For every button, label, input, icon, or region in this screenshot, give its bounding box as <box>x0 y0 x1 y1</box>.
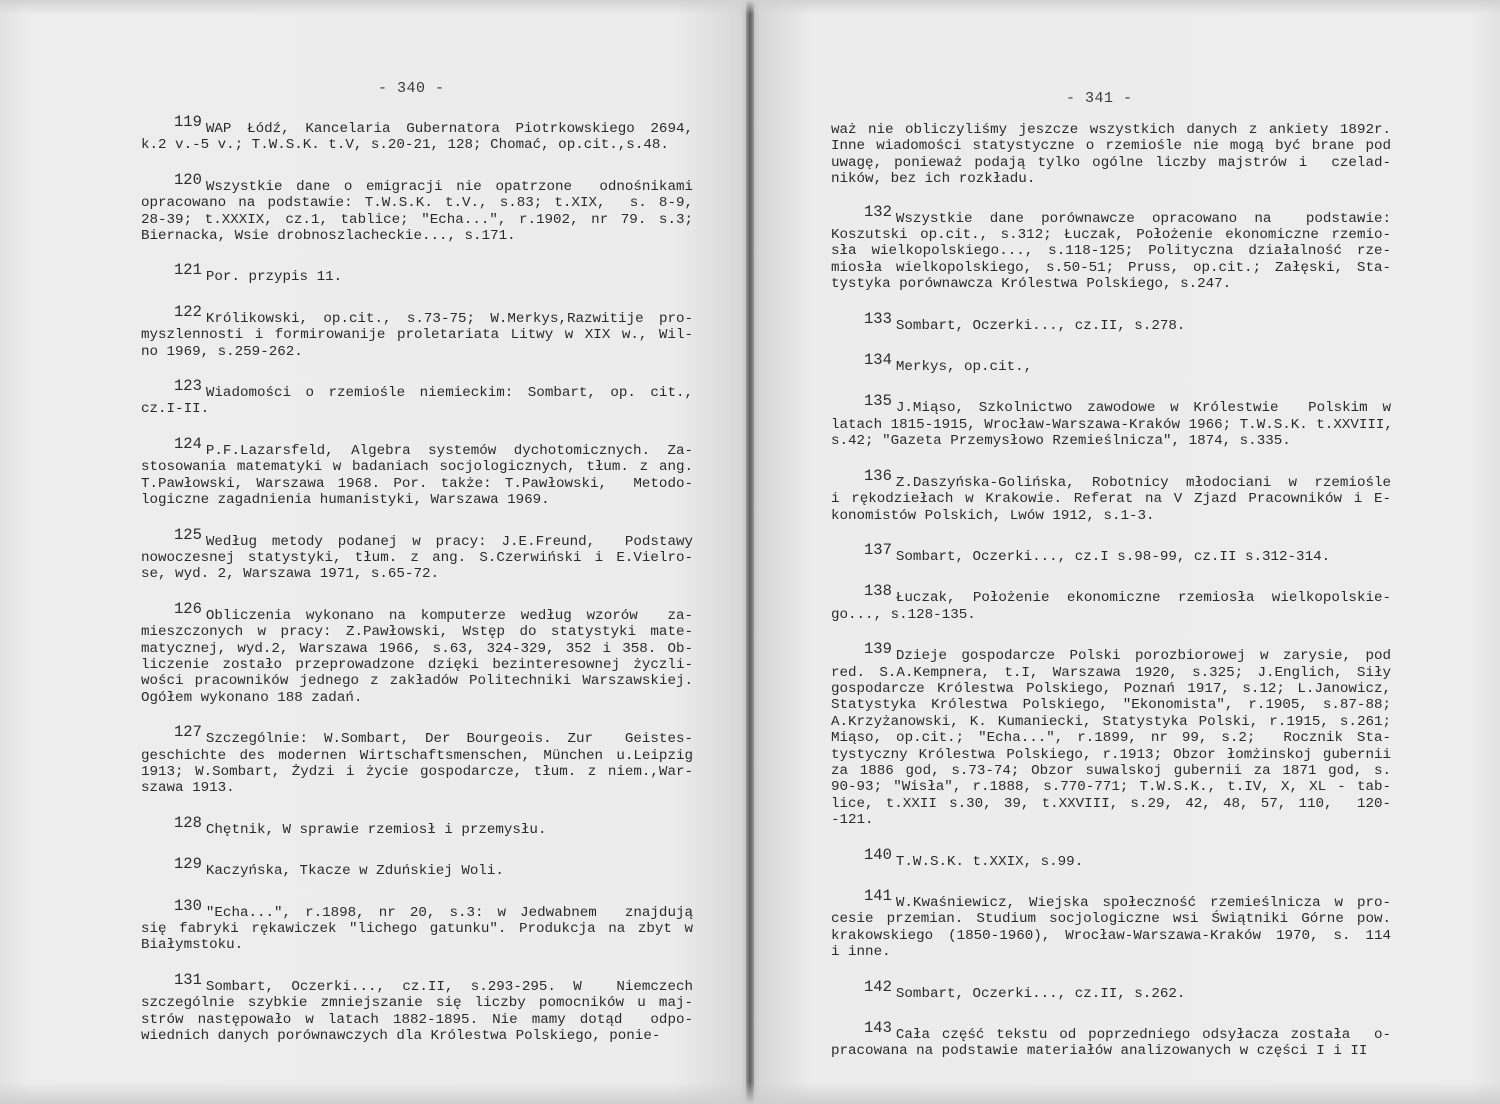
footnote-line: T.Pawłowski, Warszawa 1968. Por. także: T.Pawłowski, Metodo- <box>141 475 693 492</box>
footnote-first-line <box>141 898 693 921</box>
footnote-text: Chętnik, W sprawie rzemiosł i przemysłu. <box>205 821 547 838</box>
footnote <box>141 114 693 154</box>
footnote-number: 135 <box>864 392 892 411</box>
footnote-first-line <box>141 815 693 838</box>
footnote-text: P.F.Lazarsfeld, Algebra systemów dychotomicznych. Za- <box>205 442 693 459</box>
footnote <box>141 436 693 509</box>
footnote-line: 90-93; "Wisła", r.1888, s.770-771; T.W.S.K., t.IV, X, XL - tab- <box>831 779 1391 796</box>
footnote-number: 140 <box>864 845 892 864</box>
footnote-line: Ogółem wykonano 188 zadań. <box>141 689 363 706</box>
footnote-text: WAP Łódź, Kancelaria Gubernatora Piotrkowskiego 2694, <box>205 121 693 137</box>
footnote-line: cesie przemian. Studium socjologiczne wsi Świątniki Górne pow. <box>831 911 1391 928</box>
footnote-line: A.Krzyżanowski, K. Kumaniecki, Statystyka Polski, r.1915, s.261; <box>831 713 1391 730</box>
footnote-first-line <box>141 436 693 459</box>
footnote-text: J.Miąso, Szkolnictwo zawodowe w Królestwie Polskim w <box>895 400 1391 417</box>
footnote-first-line <box>831 352 1391 375</box>
footnote-line: miosła wielkopolskiego, s.50-51; Pruss, op.cit.; Załęski, Sta- <box>831 259 1391 276</box>
footnote-line: waż nie obliczyliśmy jeszcze wszystkich danych z ankiety 1892r. <box>831 122 1391 138</box>
footnote-text: Królikowski, op.cit., s.73-75; W.Merkys,Razwitije pro- <box>205 310 693 327</box>
footnotes-column <box>831 122 1391 1078</box>
footnote-line: uwagę, ponieważ podają tylko ogólne liczby majstrów i czelad- <box>831 154 1391 171</box>
footnote <box>831 583 1391 623</box>
footnote-number: 132 <box>864 202 892 221</box>
footnote-line: tystyka porównawcza Królestwa Polskiego, s.247. <box>831 276 1232 293</box>
footnote-text: Sombart, Oczerki..., cz.I s.98-99, cz.II s.312-314. <box>895 548 1331 565</box>
footnote-line: krakowskiego (1850-1960), Wrocław-Warszawa-Kraków 1970, s. 114 <box>831 927 1391 944</box>
footnote-line: liczenie zostało przeprowadzone dzięki bezinteresownej życzli- <box>141 656 693 673</box>
footnote-line: geschichte des modernen Wirtschaftsmenschen, München u.Leipzig <box>141 747 693 764</box>
footnote-first-line <box>141 724 693 747</box>
footnote-line: Białymstoku. <box>141 937 244 954</box>
footnote-text: T.W.S.K. t.XXIX, s.99. <box>895 853 1084 870</box>
footnote-line: szczególnie szybkie zmniejszanie się liczby pomocników u maj- <box>141 995 693 1012</box>
footnote-text: Dzieje gospodarcze Polski porozbiorowej w zarysie, pod <box>895 648 1391 665</box>
footnote-number: 121 <box>174 261 202 280</box>
footnote-text: Por. przypis 11. <box>205 269 343 286</box>
footnote-line: se, wyd. 2, Warszawa 1971, s.65-72. <box>141 566 439 583</box>
left-page <box>0 0 748 1104</box>
footnote-continuation <box>831 122 1391 188</box>
footnote-text: Sombart, Oczerki..., cz.II, s.262. <box>895 985 1186 1002</box>
footnote-line: stosowania matematyki w badaniach socjologicznych, tłum. z ang. <box>141 459 693 476</box>
footnote-line: latach 1815-1915, Wrocław-Warszawa-Kraków 1966; T.W.S.K. t.XXVIII, <box>831 416 1393 433</box>
footnote <box>831 1020 1391 1060</box>
footnote-line: i inne. <box>831 944 891 961</box>
footnote-text: Cała część tekstu od poprzedniego odsyłacza została o- <box>895 1027 1391 1044</box>
footnote-first-line <box>141 856 693 879</box>
footnote-number: 143 <box>864 1019 892 1038</box>
footnote-text: Wszystkie dane o emigracji nie opatrzone odnośnikami <box>205 178 693 195</box>
footnote-line: matycznej, wyd.2, Warszawa 1966, s.63, 324-329, 352 i 358. Ob- <box>141 640 693 657</box>
footnote-number: 124 <box>174 434 202 453</box>
footnote-line: Koszutski op.cit., s.312; Łuczak, Położenie ekonomiczne rzemio- <box>831 227 1391 244</box>
footnote-line: lice, t.XXII s.30, 39, t.XXVIII, s.29, 42, 48, 57, 110, 120- <box>831 795 1391 812</box>
footnote-text: Według metody podanej w pracy: J.E.Freund, Podstawy <box>205 533 693 550</box>
footnote-text: Wiadomości o rzemiośle niemieckim: Sombart, op. cit., <box>205 385 693 402</box>
footnote <box>831 542 1391 565</box>
footnote-first-line <box>831 888 1391 911</box>
footnote <box>831 352 1391 375</box>
footnote-first-line <box>831 979 1391 1002</box>
footnote-number: 139 <box>864 640 892 659</box>
footnote <box>141 601 693 706</box>
footnote-number: 126 <box>174 599 202 618</box>
footnote-line: Statystyka Królestwa Polskiego, "Ekonomista", r.1905, s.87-88; <box>831 697 1391 714</box>
footnote <box>141 262 693 285</box>
footnote-number: 136 <box>864 466 892 485</box>
footnote <box>141 527 693 583</box>
footnote-number: 131 <box>174 970 202 989</box>
footnote-text: Szczególnie: W.Sombart, Der Bourgeois. Zur Geistes- <box>205 731 693 748</box>
footnote-first-line <box>141 172 693 195</box>
footnote-line: strów następowało w latach 1882-1895. Nie mamy dotąd odpo- <box>141 1011 693 1028</box>
footnote-first-line <box>831 393 1391 416</box>
footnote-first-line <box>141 304 693 327</box>
footnote-line: k.2 v.-5 v.; T.W.S.K. t.V, s.20-21, 128; Chomać, op.cit.,s.48. <box>141 137 669 154</box>
footnote-first-line <box>831 542 1391 565</box>
footnote-text: Sombart, Oczerki..., cz.II, s.293-295. W Niemczech <box>205 978 693 995</box>
footnote-text: W.Kwaśniewicz, Wiejska społeczność rzemieślnicza w pro- <box>895 895 1391 911</box>
footnote-number: 137 <box>864 540 892 559</box>
footnote-first-line <box>141 262 693 285</box>
footnote-line: red. S.A.Kempnera, t.I, Warszawa 1920, s.325; J.Englich, Siły <box>831 664 1391 681</box>
footnote-line: opracowano na podstawie: T.W.S.K. t.V., s.83; t.XIX, s. 8-9, <box>141 195 693 212</box>
footnote <box>141 972 693 1045</box>
footnote <box>141 304 693 360</box>
footnote-text: Łuczak, Położenie ekonomiczne rzemiosła wielkopolskie- <box>895 590 1391 607</box>
right-page <box>752 0 1500 1104</box>
footnote-number: 122 <box>174 302 202 321</box>
footnote-line: 28-39; t.XXXIX, cz.1, tablice; "Echa...", r.1902, nr 79. s.3; <box>141 211 693 228</box>
footnote-first-line <box>831 311 1391 334</box>
footnote-first-line <box>141 972 693 995</box>
footnote-number: 123 <box>174 377 202 396</box>
footnote-number: 141 <box>864 887 892 905</box>
footnote-number: 138 <box>864 582 892 601</box>
footnote <box>141 815 693 838</box>
footnote-line: no 1969, s.259-262. <box>141 343 303 360</box>
footnote-number: 142 <box>864 977 892 996</box>
footnote-text: Z.Daszyńska-Golińska, Robotnicy młodociani w rzemiośle <box>895 474 1391 491</box>
footnote <box>831 641 1391 828</box>
footnote-text: Sombart, Oczerki..., cz.II, s.278. <box>895 317 1186 334</box>
footnote <box>831 204 1391 293</box>
footnote-line: pracowana na podstawie materiałów analizowanych w części I i II <box>831 1043 1368 1060</box>
footnote-first-line <box>831 1020 1391 1043</box>
footnote-line: cz.I-II. <box>141 401 210 418</box>
footnote-line: s.42; "Gazeta Przemysłowo Rzemieślnicza", 1874, s.335. <box>831 433 1291 450</box>
page-number: - 341 - <box>1066 90 1133 107</box>
footnote-text: Wszystkie dane porównawcze opracowano na podstawie: <box>895 210 1391 227</box>
footnote-number: 120 <box>174 170 202 189</box>
book-gutter <box>746 0 754 1104</box>
footnote-first-line <box>831 204 1391 227</box>
footnote-number: 130 <box>174 896 202 915</box>
footnote-line: myszlennosti i formirowanije proletariata Litwy w XIX w., Wil- <box>141 327 693 344</box>
footnote-number: 119 <box>174 113 202 131</box>
footnote <box>831 311 1391 334</box>
footnote-text: Merkys, op.cit., <box>895 359 1033 376</box>
footnote <box>141 856 693 879</box>
footnote-text: "Echa...", r.1898, nr 20, s.3: w Jedwabnem znajdują <box>205 904 693 921</box>
footnote-number: 125 <box>174 525 202 544</box>
footnote <box>831 393 1391 449</box>
footnote-line: konomistów Polskich, Lwów 1912, s.1-3. <box>831 507 1155 524</box>
footnote <box>831 888 1391 961</box>
footnote <box>141 172 693 245</box>
footnote-line: go..., s.128-135. <box>831 606 976 623</box>
footnote-line: Miąso, op.cit.; "Echa...", r.1899, nr 99, s.2; Rocznik Sta- <box>831 730 1391 747</box>
footnote-number: 129 <box>174 855 202 874</box>
footnote-line: szawa 1913. <box>141 780 235 797</box>
footnote <box>141 898 693 954</box>
footnote-first-line <box>831 468 1391 491</box>
footnote-number: 127 <box>174 723 202 742</box>
footnote-line: 1913; W.Sombart, Żydzi i życie gospodarcze, tłum. z niem.,War- <box>141 763 693 780</box>
footnote-line: sła wielkopolskiego..., s.118-125; Polityczna działalność rze- <box>831 243 1391 260</box>
footnote-text: Obliczenia wykonano na komputerze według wzorów za- <box>205 607 693 624</box>
footnote-number: 134 <box>864 351 892 370</box>
footnote-line: się fabryki rękawiczek "lichego gatunku". Produkcja na zbyt w <box>141 921 693 937</box>
footnote-first-line <box>141 601 693 624</box>
footnote <box>141 724 693 797</box>
footnotes-column <box>141 114 693 1062</box>
footnote-line: tystyczny Królestwa Polskiego, r.1913; Obzor łomżinskoj gubernii <box>831 746 1391 763</box>
footnote-line: za 1886 god, s.73-74; Obzor suwalskoj gubernii za 1871 god, s. <box>831 762 1391 779</box>
footnote-line: nowoczesnej statystyki, tłum. z ang. S.Czerwiński i E.Vielro- <box>141 549 693 566</box>
footnote <box>831 468 1391 524</box>
footnote-line: wości pracowników jednego z zakładów Politechniki Warszawskiej. <box>141 673 693 690</box>
footnote <box>831 979 1391 1002</box>
footnote-first-line <box>141 114 693 137</box>
footnote-number: 133 <box>864 309 892 328</box>
footnote-first-line <box>831 847 1391 870</box>
page-number: - 340 - <box>378 80 445 97</box>
footnote <box>831 847 1391 870</box>
footnote-line: Inne wiadomości statystyczne o rzemiośle nie mogą być brane pod <box>831 138 1391 155</box>
footnote-line: logiczne zagadnienia humanistyki, Warszawa 1969. <box>141 492 550 509</box>
footnote-number: 128 <box>174 813 202 832</box>
footnote-first-line <box>831 583 1391 606</box>
footnote-line: gospodarcze Królestwa Polskiego, Poznań 1917, s.12; L.Janowicz, <box>831 680 1391 697</box>
footnote-first-line <box>831 641 1391 664</box>
footnote-first-line <box>141 527 693 550</box>
footnote-first-line <box>141 378 693 401</box>
page-shadow-bottom <box>0 1082 1500 1104</box>
footnote <box>141 378 693 418</box>
footnote-line: -121. <box>831 812 874 829</box>
footnote-line: ników, bez ich rozkładu. <box>831 171 1036 188</box>
page-shadow-top <box>0 0 1500 14</box>
footnote-line: i rękodziełach w Krakowie. Referat na V Zjazd Pracowników i E- <box>831 491 1391 508</box>
footnote-line: mieszczonych w pracy: Z.Pawłowski, Wstęp do statystyki mate- <box>141 624 693 641</box>
footnote-text: Kaczyńska, Tkacze w Zduńskiej Woli. <box>205 863 504 880</box>
footnote-line: Biernacka, Wsie drobnoszlacheckie..., s.171. <box>141 228 516 245</box>
footnote-line: wiednich danych porównawczych dla Królestwa Polskiego, ponie- <box>141 1028 661 1045</box>
